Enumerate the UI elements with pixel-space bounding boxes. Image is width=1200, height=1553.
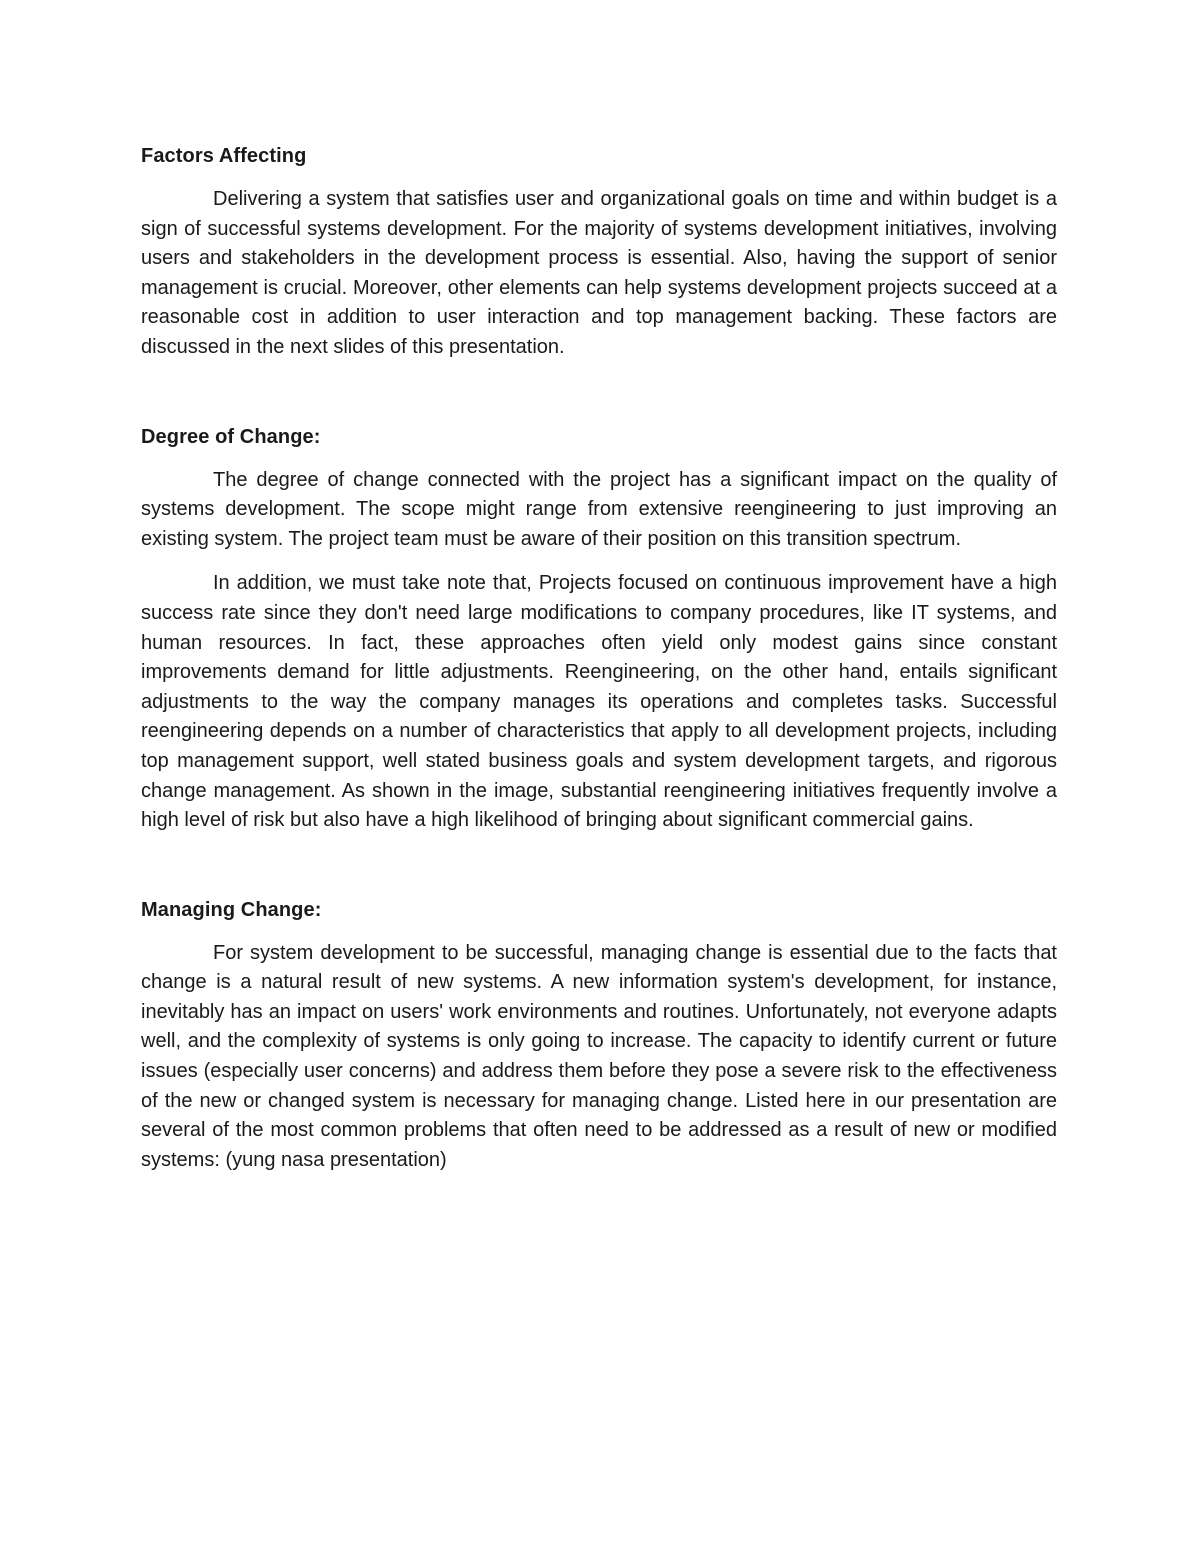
section-managing-change	[141, 895, 1057, 1176]
paragraph: The degree of change connected with the project has a significant impact on the quality of systems development. The scope might range from extensive reengineering to just improving an existing system. The project team must be aware of their position on this transition spectrum.	[141, 468, 1057, 550]
section-degree-of-change	[141, 422, 1057, 836]
paragraph: Delivering a system that satisfies user and organizational goals on time and within budget is a sign of successful systems development. For the majority of systems development initiatives, involving users and stakeholders in the development process is essential. Also, having the support of senior management is crucial. Moreover, other elements can help systems development projects succeed at a reasonable cost in addition to user interaction and top management backing. These factors are discussed in the next slides of this presentation.	[141, 188, 1057, 358]
section-heading: Factors Affecting	[141, 145, 307, 167]
paragraph: For system development to be successful, managing change is essential due to the facts that change is a natural result of new systems. A new information system's development, for instance, inevitably has an impact on users' work environments and routines. Unfortunately, not everyone adapts well, and the complexity of systems is only going to increase. The capacity to identify current or future issues (especially user concerns) and address them before they pose a severe risk to the effectiveness of the new or changed system is necessary for managing change. Listed here in our presentation are several of the most common problems that often need to be addressed as a result of new or modified systems: (yung nasa presentation)	[141, 941, 1057, 1171]
document-page	[141, 141, 1057, 1175]
paragraph: In addition, we must take note that, Projects focused on continuous improvement have a high success rate since they don't need large modifications to company procedures, like IT systems, and human resources. In fact, these approaches often yield only modest gains since constant improvements demand for little adjustments. Reengineering, on the other hand, entails significant adjustments to the way the company manages its operations and completes tasks. Successful reengineering depends on a number of characteristics that apply to all development projects, including top management support, well stated business goals and system development targets, and rigorous change management. As shown in the image, substantial reengineering initiatives frequently involve a high level of risk but also have a high likelihood of bringing about significant commercial gains.	[141, 572, 1057, 832]
section-factors-affecting	[141, 141, 1057, 363]
section-heading: Degree of Change:	[141, 425, 321, 448]
section-heading: Managing Change:	[141, 898, 322, 921]
